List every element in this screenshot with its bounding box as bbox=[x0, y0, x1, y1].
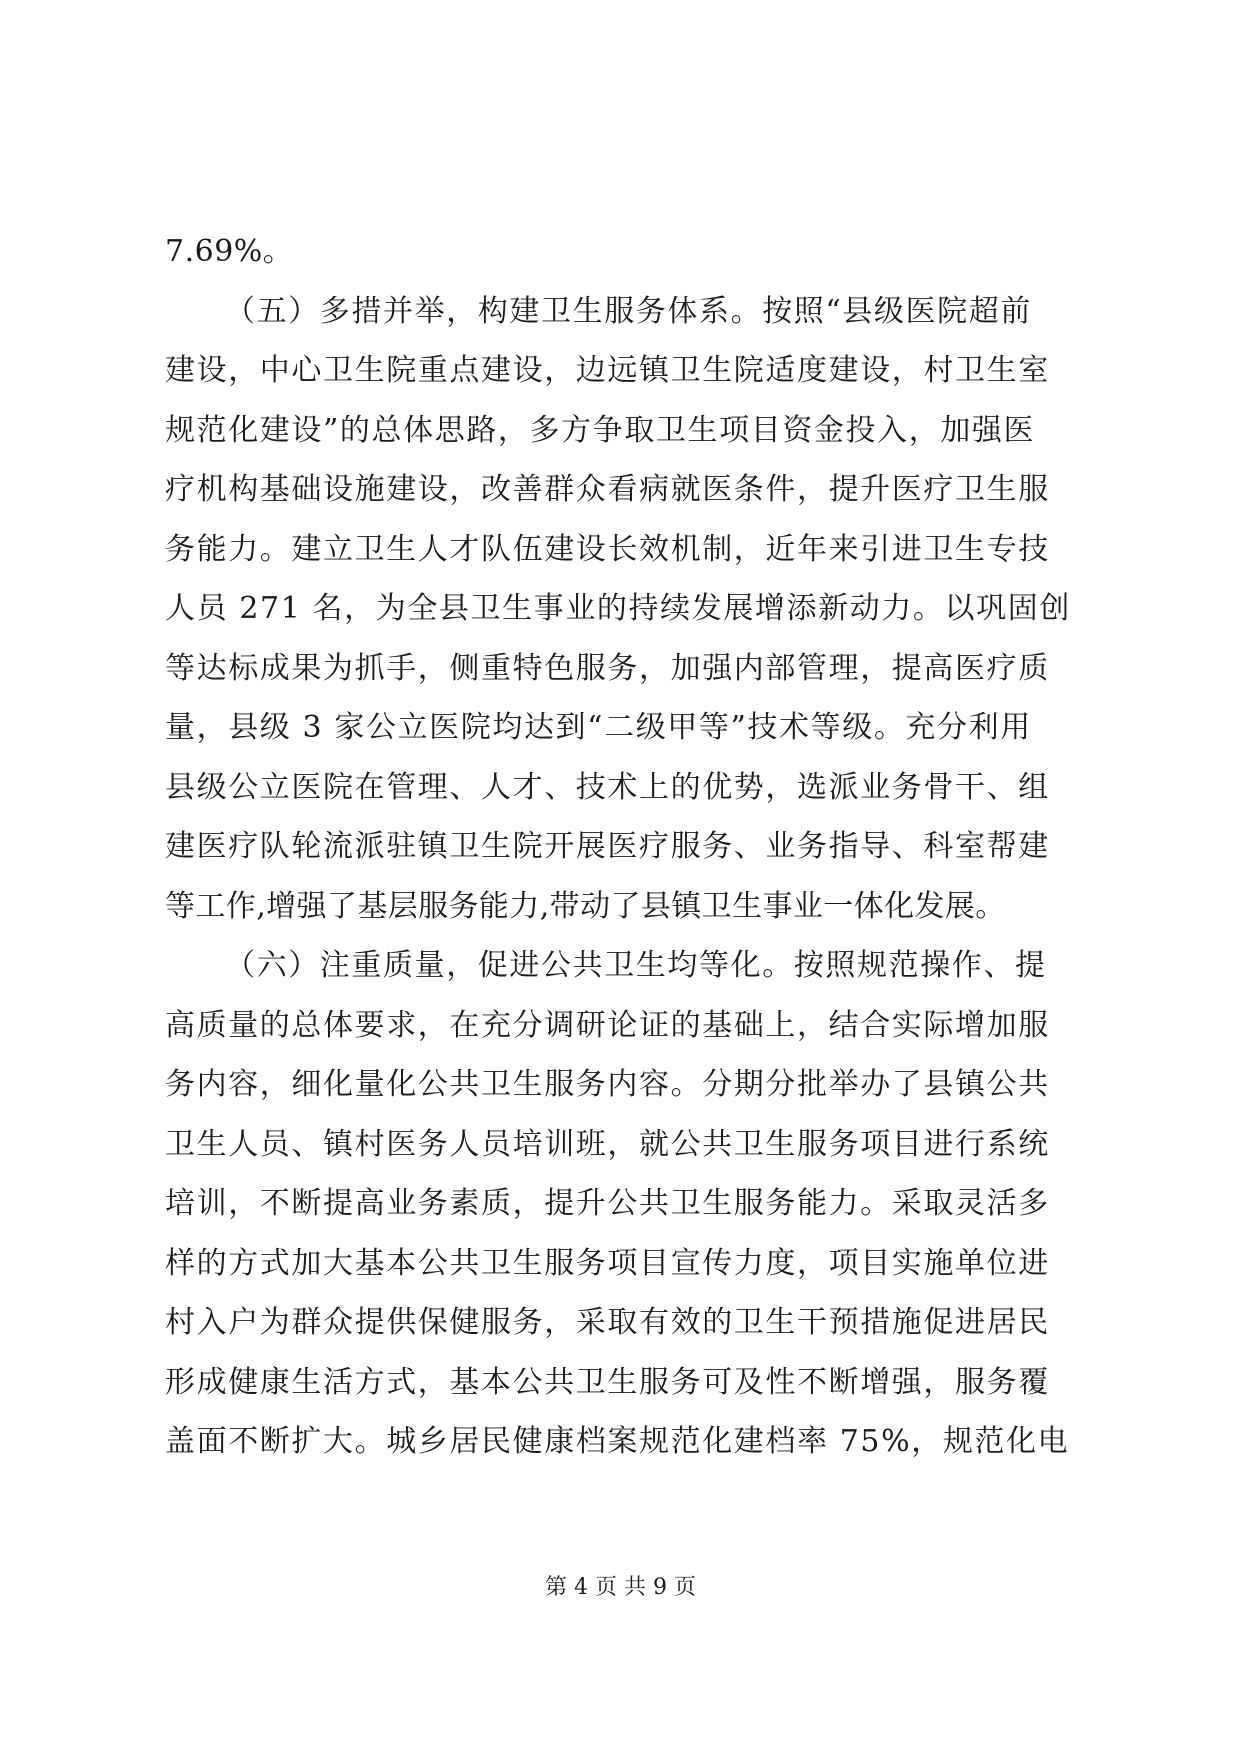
text-line: 高质量的总体要求，在充分调研论证的基础上，结合实际增加服 bbox=[165, 1007, 1050, 1043]
text-line: 培训，不断提高业务素质，提升公共卫生服务能力。采取灵活多 bbox=[165, 1186, 1050, 1221]
text-line: 形成健康生活方式，基本公共卫生服务可及性不断增强，服务覆 bbox=[165, 1364, 1050, 1400]
text-line: 卫生人员、镇村医务人员培训班，就公共卫生服务项目进行系统 bbox=[165, 1126, 1050, 1162]
text-line: 量，县级 3 家公立医院均达到“二级甲等”技术等级。充分利用 bbox=[165, 710, 1032, 745]
text-line: 等工作,增强了基层服务能力,带动了县镇卫生事业一体化发展。 bbox=[165, 888, 1006, 924]
body-text bbox=[165, 222, 1075, 1472]
text-line: 建医疗队轮流派驻镇卫生院开展医疗服务、业务指导、科室帮建 bbox=[165, 829, 1050, 864]
text-line: 7.69%。 bbox=[165, 234, 294, 269]
text-line: 等达标成果为抓手，侧重特色服务，加强内部管理，提高医疗质 bbox=[165, 650, 1050, 686]
text-line: 样的方式加大基本公共卫生服务项目宣传力度，项目实施单位进 bbox=[165, 1245, 1050, 1281]
text-line: 盖面不断扩大。城乡居民健康档案规范化建档率 75%，规范化电 bbox=[165, 1424, 1070, 1459]
paragraph-5-heading-line: （五）多措并举，构建卫生服务体系。按照“县级医院超前 bbox=[225, 293, 1032, 329]
text-line: 疗机构基础设施建设，改善群众看病就医条件，提升医疗卫生服 bbox=[165, 472, 1050, 507]
text-line: 村入户为群众提供保健服务，采取有效的卫生干预措施促进居民 bbox=[165, 1305, 1050, 1340]
text-line: 规范化建设”的总体思路，多方争取卫生项目资金投入，加强医 bbox=[165, 412, 1036, 448]
text-line: 务能力。建立卫生人才队伍建设长效机制，近年来引进卫生专技 bbox=[165, 531, 1050, 567]
text-line: 建设，中心卫生院重点建设，边远镇卫生院适度建设，村卫生室 bbox=[165, 353, 1050, 388]
page-number-footer: 第 4 页 共 9 页 bbox=[545, 1575, 696, 1600]
text-line: 县级公立医院在管理、人才、技术上的优势，选派业务骨干、组 bbox=[165, 769, 1050, 805]
text-line: 人员 271 名，为全县卫生事业的持续发展增添新动力。以巩固创 bbox=[165, 591, 1071, 626]
text-line: 务内容，细化量化公共卫生服务内容。分期分批举办了县镇公共 bbox=[165, 1067, 1050, 1102]
paragraph-6-heading-line: （六）注重质量，促进公共卫生均等化。按照规范操作、提 bbox=[225, 948, 1047, 983]
